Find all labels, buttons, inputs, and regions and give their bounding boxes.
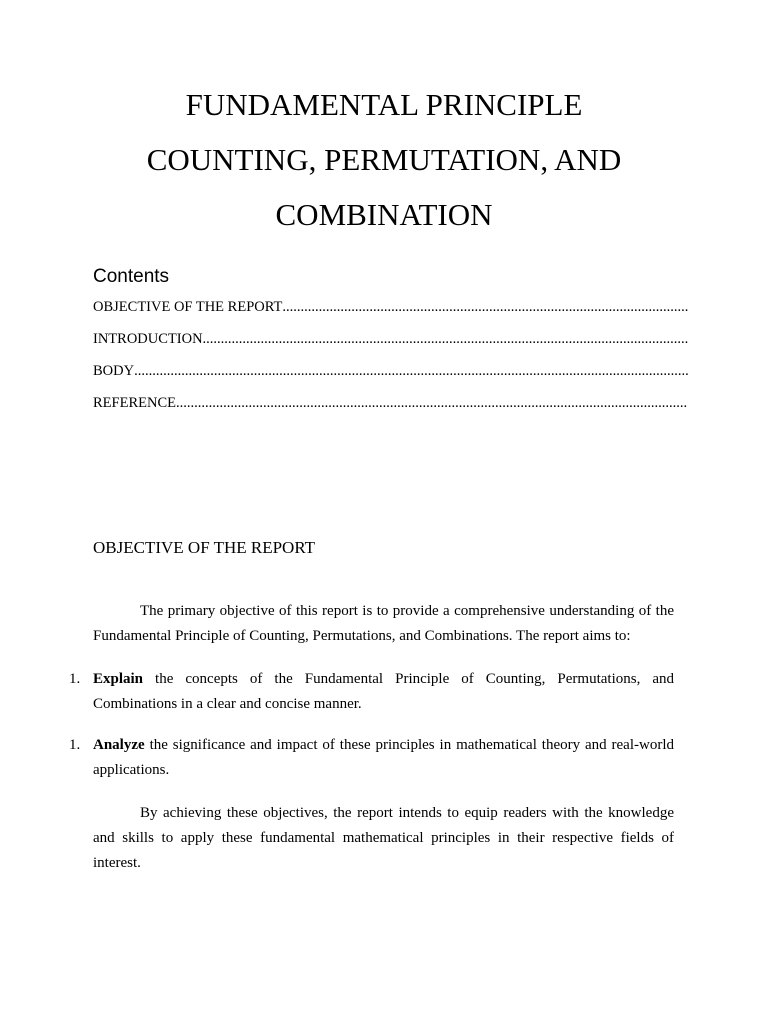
title-line-3: COMBINATION — [275, 197, 493, 232]
toc-entry-body[interactable] — [93, 361, 688, 393]
title-line-1: FUNDAMENTAL PRINCIPLE — [185, 87, 583, 122]
toc-dot-leader — [282, 297, 688, 317]
toc-dot-leader — [134, 361, 688, 381]
toc-dot-leader — [203, 329, 688, 349]
toc-entry-label: OBJECTIVE OF THE REPORT — [93, 299, 283, 315]
toc-entry-objective[interactable] — [93, 297, 688, 329]
table-of-contents — [93, 297, 688, 425]
toc-dot-leader — [176, 393, 688, 413]
contents-heading: Contents — [93, 266, 170, 287]
toc-entry-label: INTRODUCTION — [93, 331, 203, 347]
objective-section-heading: OBJECTIVE OF THE REPORT — [93, 538, 316, 557]
list-item-term: Explain — [93, 671, 144, 687]
list-item-term: Analyze — [93, 737, 145, 753]
list-item-number: 1. — [69, 737, 81, 753]
objective-list-item — [69, 667, 674, 717]
objective-intro-paragraph: The primary objective of this report is to provide a comprehensive understanding of the Fundamental Principle of Counting, Permutations, and Combinations. The report aims to: — [93, 603, 674, 644]
objective-closing-paragraph: By achieving these objectives, the report intends to equip readers with the knowledge and skills to apply these fundamental mathematical principles in their respective fields of interest. — [93, 805, 674, 871]
objective-list-item — [69, 733, 674, 783]
list-item-text: the significance and impact of these principles in mathematical theory and real-world applications. — [93, 737, 674, 778]
toc-entry-label: REFERENCE — [93, 395, 176, 411]
toc-entry-reference[interactable] — [93, 393, 688, 425]
title-line-2: COUNTING, PERMUTATION, AND — [146, 142, 622, 177]
toc-entry-introduction[interactable] — [93, 329, 688, 361]
list-item-number: 1. — [69, 671, 81, 687]
list-item-text: the concepts of the Fundamental Principle of Counting, Permutations, and Combinations in a clear and concise manner. — [93, 671, 674, 712]
toc-entry-label: BODY — [93, 363, 135, 379]
